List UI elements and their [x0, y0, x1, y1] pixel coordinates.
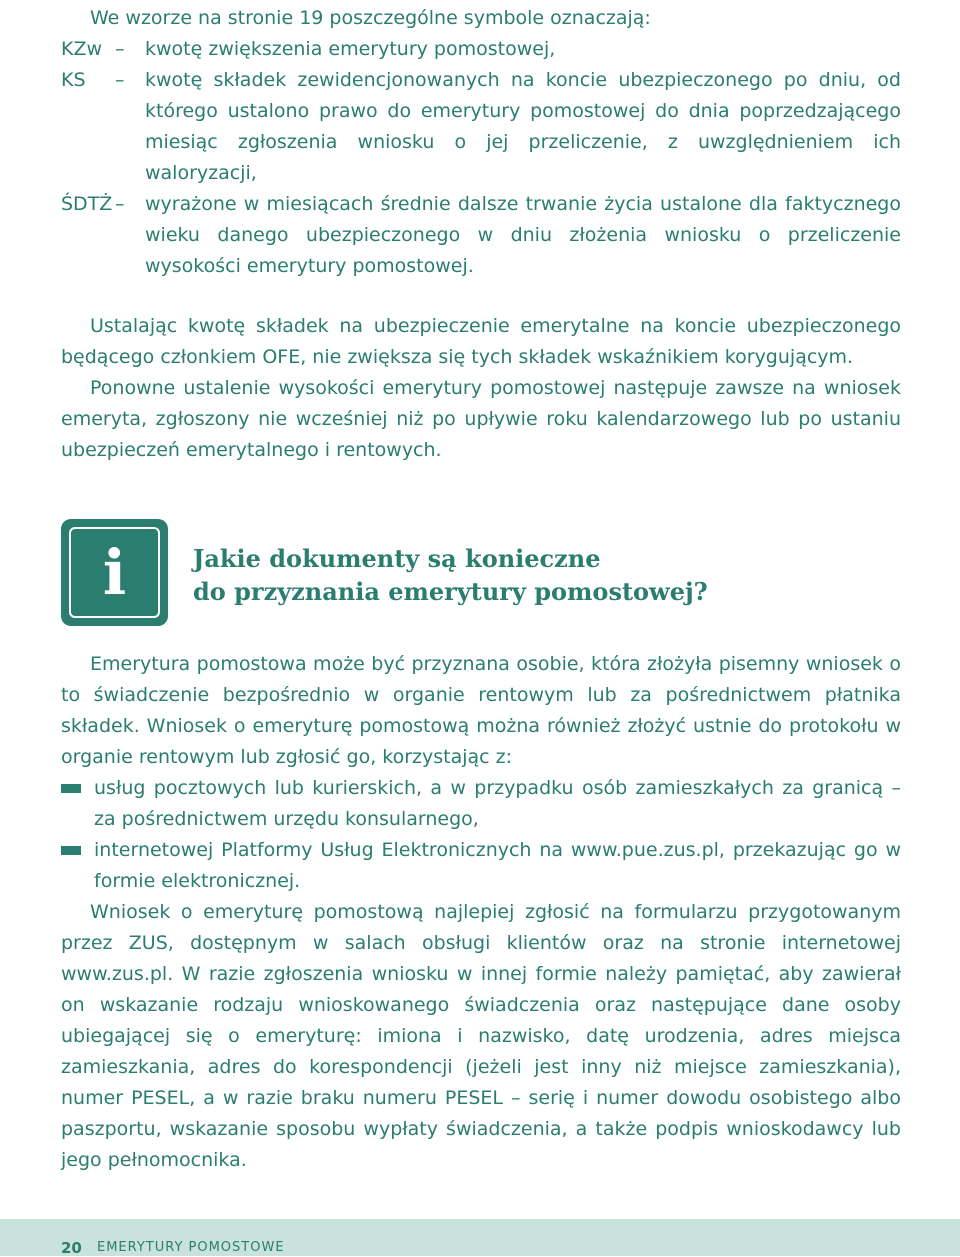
- paragraph: Ponowne ustalenie wysokości emerytury pomostowej następuje zawsze na wniosek emeryta, zgłoszony nie wcześniej niż po upływie roku kalendarzowego lub po ustaniu ubezpieczeń emerytalnego i rentowych.: [61, 377, 901, 461]
- definition-text: kwotę składek zewidencjonowanych na koncie ubezpieczonego po dniu, od którego ustalono prawo do emerytury pomostowej do dnia poprzedzającego miesiąc zgłoszenia wniosku o jej przeliczenie, z uwzględnieniem ich waloryzacji,: [145, 69, 901, 184]
- heading-line: Jakie dokumenty są konieczne: [193, 544, 601, 573]
- paragraph: Wniosek o emeryturę pomostową najlepiej zgłosić na formularzu przygotowanym przez ZUS, dostępnym w salach obsługi klientów oraz na stronie internetowej www.zus.pl. W razie zgłoszenia wniosku w innej formie należy pamiętać, aby zawierał on wskazanie rodzaju wnioskowanego świadczenia oraz następujące dane osoby ubiegającej się o emeryturę: imiona i nazwisko, datę urodzenia, adres miejsca zamieszkania, adres do korespondencji (jeżeli jest inny niż miejsce zamieszkania), numer PESEL, a w razie braku numeru PESEL – serię i numer dowodu osobistego albo paszportu, wskazanie sposobu wypłaty świadczenia, a także podpis wnioskodawcy lub jego pełnomocnika.: [61, 901, 901, 1171]
- definition-item: [61, 65, 901, 189]
- info-callout: [61, 519, 901, 627]
- page-footer: [0, 1219, 960, 1256]
- definition-dash: –: [115, 38, 125, 60]
- definition-dash: –: [115, 193, 125, 215]
- list-item: [61, 773, 901, 835]
- definition-text: wyrażone w miesiącach średnie dalsze trwanie życia ustalone dla faktycznego wieku danego ubezpieczonego w dniu złożenia wniosku o przeliczenie wysokości emerytury pomostowej.: [145, 193, 901, 277]
- list-item-text: usług pocztowych lub kurierskich, a w przypadku osób zamieszkałych za granicą – za pośrednictwem urzędu konsularnego,: [94, 777, 901, 830]
- bullet-icon: [61, 773, 94, 835]
- running-title: EMERYTURY POMOSTOWE: [97, 1240, 285, 1255]
- bullet-icon: [61, 835, 94, 897]
- symbol-definitions: [61, 3, 901, 282]
- definition-symbol: ŚDTŻ: [61, 193, 113, 215]
- section-heading: [193, 542, 708, 608]
- definition-item: [61, 189, 901, 282]
- section-recalculation: [61, 311, 901, 466]
- info-icon: [61, 519, 168, 626]
- section-documents: [61, 649, 901, 1176]
- info-icon-glyph: i: [69, 527, 160, 618]
- list-item: [61, 835, 901, 897]
- definitions-intro: We wzorze na stronie 19 poszczególne symbole oznaczają:: [90, 7, 651, 29]
- heading-line: do przyznania emerytury pomostowej?: [193, 577, 708, 606]
- definition-symbol: KS: [61, 69, 86, 91]
- paragraph: Emerytura pomostowa może być przyznana osobie, która złożyła pisemny wniosek o to świadczenie bezpośrednio w organie rentowym lub za pośrednictwem płatnika składek. Wniosek o emeryturę pomostową można również złożyć ustnie do protokołu w organie rentowym lub zgłosić go, korzystając z:: [61, 653, 901, 768]
- definition-text: kwotę zwiększenia emerytury pomostowej,: [145, 38, 556, 60]
- definition-dash: –: [115, 69, 125, 91]
- page-number: 20: [61, 1239, 82, 1257]
- definition-item: [61, 34, 901, 65]
- definition-symbol: KZw: [61, 38, 103, 60]
- paragraph: Ustalając kwotę składek na ubezpieczenie emerytalne na koncie ubezpieczonego będącego członkiem OFE, nie zwiększa się tych składek wskaźnikiem korygującym.: [61, 315, 901, 368]
- list-item-text: internetowej Platformy Usług Elektronicznych na www.pue.zus.pl, przekazując go w formie elektronicznej.: [94, 839, 901, 892]
